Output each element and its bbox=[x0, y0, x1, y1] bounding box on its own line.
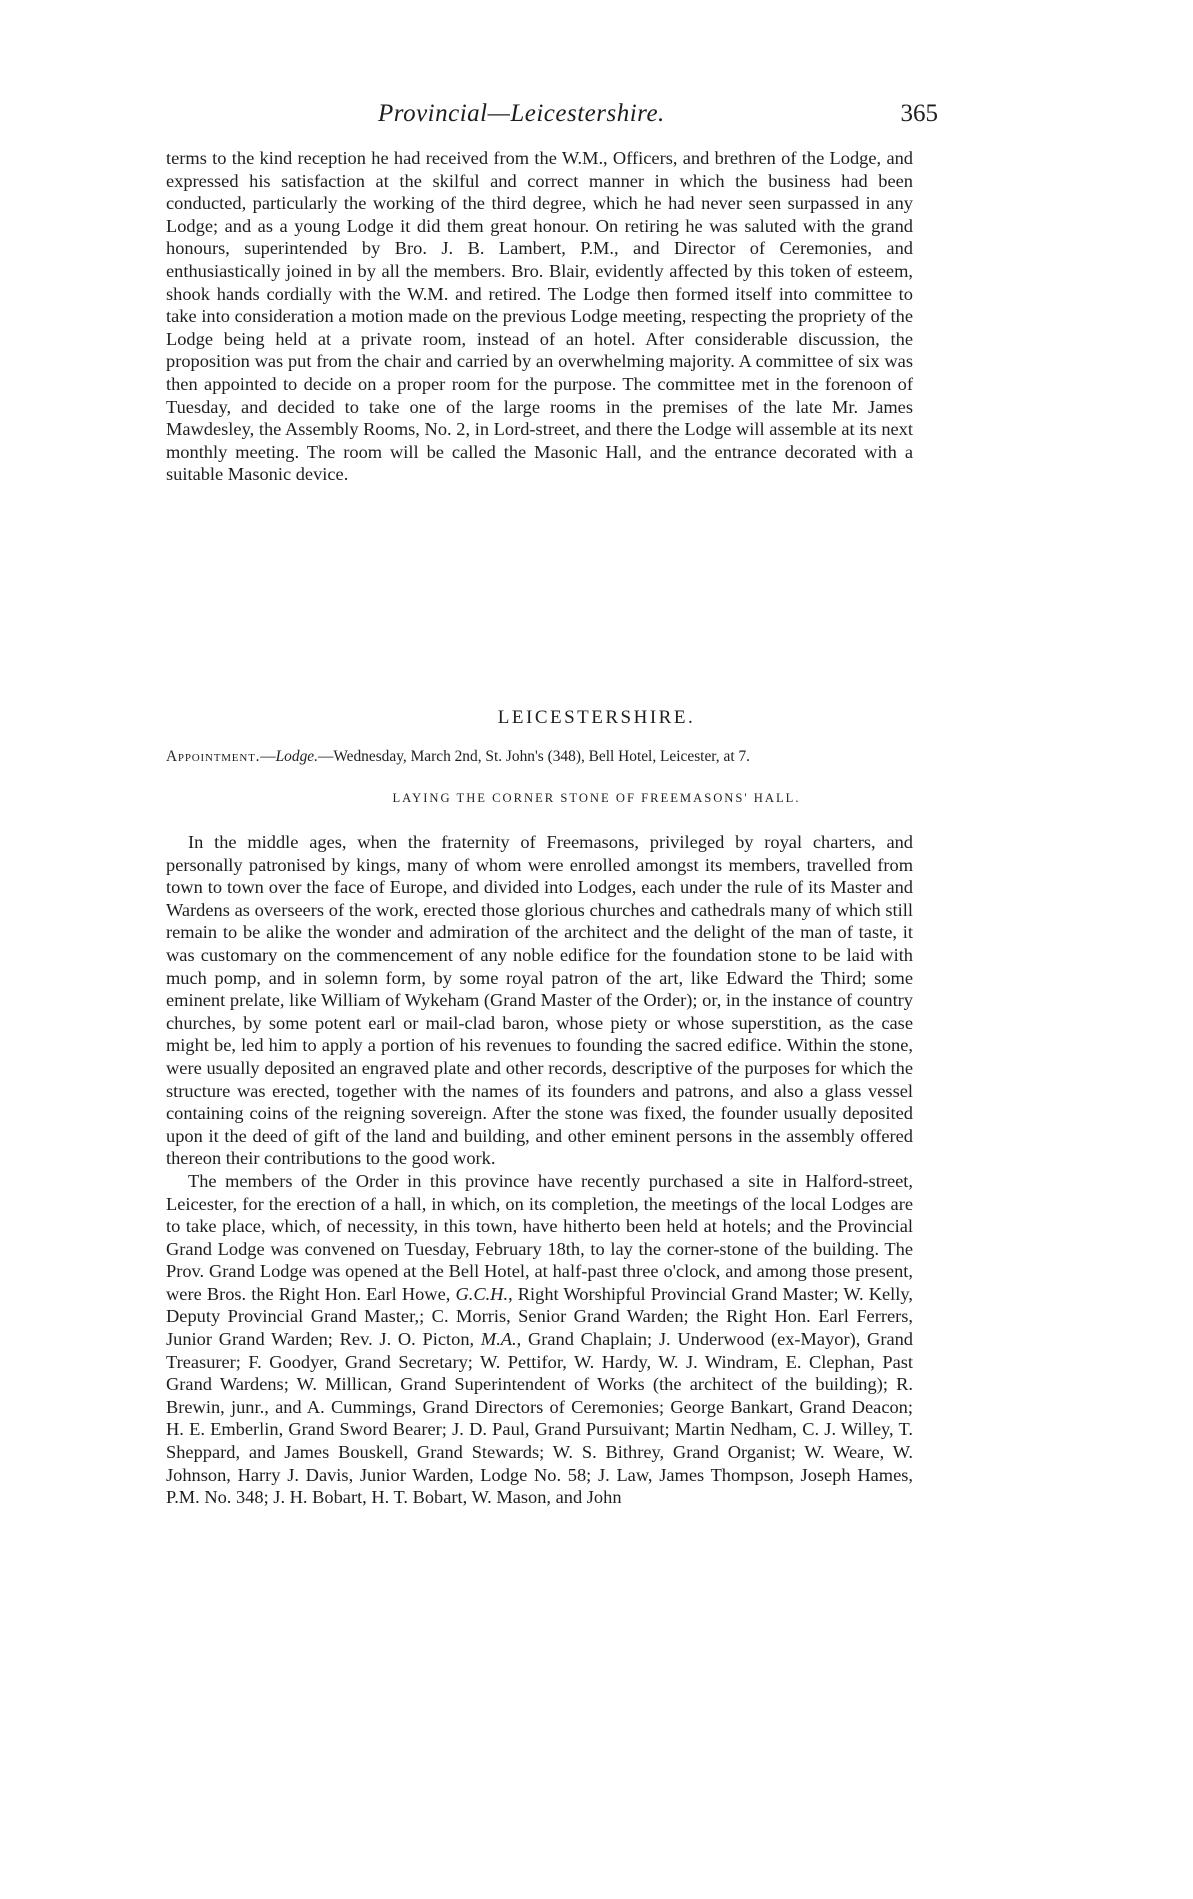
paragraph-2-text-b: , Right Worshipful Provincial Grand Master; W. Kelly, Deputy Provincial Grand Master,; C. Morris, Senior Grand Warden; the Right Hon. Earl Ferrers, Junior Grand Warden; Rev. J. O. Picton, bbox=[166, 1283, 913, 1350]
paragraph-2-text-a: The members of the Order in this province have recently purchased a site in Halford-street, Leicester, for the erection of a hall, in which, on its completion, the meetings of the local Lodges are to take place, which, of necessity, in this town, have hitherto been held at hotels; and the Provincial Grand Lodge was convened on Tuesday, February 18th, to lay the corner-stone of the building. The Prov. Grand Lodge was opened at the Bell Hotel, at half-past three o'clock, and among those present, were Bros. the Right Hon. Earl Howe, bbox=[166, 1170, 913, 1304]
gch-abbrev: G.C.H. bbox=[455, 1283, 509, 1304]
article-body bbox=[166, 831, 913, 1509]
running-head bbox=[378, 100, 938, 140]
appointment-details: Wednesday, March 2nd, St. John's (348), Bell Hotel, Leicester, at 7. bbox=[333, 748, 750, 765]
appointment-line: Appointment.—Lodge.—Wednesday, March 2nd, St. John's (348), Bell Hotel, Leicester, at 7. bbox=[166, 748, 750, 765]
article-subheading: LAYING THE CORNER STONE OF FREEMASONS' HALL. bbox=[392, 791, 801, 805]
appointment-lodge: Lodge. bbox=[275, 748, 318, 765]
body-paragraph-1: In the middle ages, when the fraternity of Freemasons, privileged by royal charters, and personally patronised by kings, many of whom were enrolled amongst its members, travelled from town to town over the face of Europe, and divided into Lodges, each under the rule of its Master and Wardens as overseers of the work, erected those glorious churches and cathedrals many of which still remain to be alike the wonder and admiration of the architect and the delight of the man of taste, it was customary on the commencement of any noble edifice for the foundation stone to be laid with much pomp, and in solemn form, by some royal patron of the art, like Edward the Third; some eminent prelate, like William of Wykeham (Grand Master of the Order); or, in the instance of country churches, by some potent earl or mail-clad baron, whose piety or whose superstition, as the case might be, led him to apply a portion of his revenues to founding the sacred edifice. Within the stone, were usually deposited an engraved plate and other records, descriptive of the purposes for which the structure was erected, together with the names of its founders and patrons, and also a glass vessel containing coins of the reigning sovereign. After the stone was fixed, the founder usually deposited upon it the deed of gift of the land and building, and other eminent persons in the assembly offered thereon their contributions to the good work. bbox=[166, 832, 913, 1169]
section-heading: LEICESTERSHIRE. bbox=[497, 707, 696, 728]
body-paragraph-2 bbox=[166, 1170, 913, 1509]
running-title: Provincial—Leicestershire. bbox=[378, 100, 665, 127]
appointment-label: Appointment. bbox=[166, 748, 261, 765]
paragraph-text: terms to the kind reception he had received from the W.M., Officers, and brethren of the Lodge, and expressed his satisfaction at the skilful and correct manner in which the business had been conducted, particularly the working of the third degree, which he had never seen surpassed in any Lodge; and as a young Lodge it did them great honour. On retiring he was saluted with the grand honours, superintended by Bro. J. B. Lambert, P.M., and Director of Ceremonies, and enthusiastically joined in by all the members. Bro. Blair, evidently affected by this token of esteem, shook hands cordially with the W.M. and retired. The Lodge then formed itself into committee to take into consideration a motion made on the previous Lodge meeting, respecting the propriety of the Lodge being held at a private room, instead of an hotel. After considerable discussion, the proposition was put from the chair and carried by an overwhelming majority. A committee of six was then appointed to decide on a proper room for the purpose. The committee met in the forenoon of Tuesday, and decided to take one of the large rooms in the premises of the late Mr. James Mawdesley, the Assembly Rooms, No. 2, in Lord-street, and there the Lodge will assemble at its next monthly meeting. The room will be called the Masonic Hall, and the entrance decorated with a suitable Masonic device. bbox=[166, 148, 913, 485]
paragraph-2-text-c: , Grand Chaplain; J. Underwood (ex-Mayor), Grand Treasurer; F. Goodyer, Grand Secretary; W. Pettifor, W. Hardy, W. J. Windram, E. Clephan, Past Grand Wardens; W. Millican, Grand Superintendent of Works (the architect of the building); R. Brewin, junr., and A. Cummings, Grand Directors of Ceremonies; George Bankart, Grand Deacon; H. E. Emberlin, Grand Sword Bearer; J. D. Paul, Grand Pursuivant; Martin Nedham, C. J. Willey, T. Sheppard, and James Bouskell, Grand Stewards; W. S. Bithrey, Grand Organist; W. Weare, W. Johnson, Harry J. Davis, Junior Warden, Lodge No. 58; J. Law, James Thompson, Joseph Hames, P.M. No. 348; J. H. Bobart, H. T. Bobart, W. Mason, and John bbox=[166, 1329, 914, 1508]
continued-paragraph bbox=[166, 147, 913, 486]
page-number: 365 bbox=[900, 100, 938, 127]
ma-abbrev: M.A. bbox=[480, 1329, 517, 1350]
